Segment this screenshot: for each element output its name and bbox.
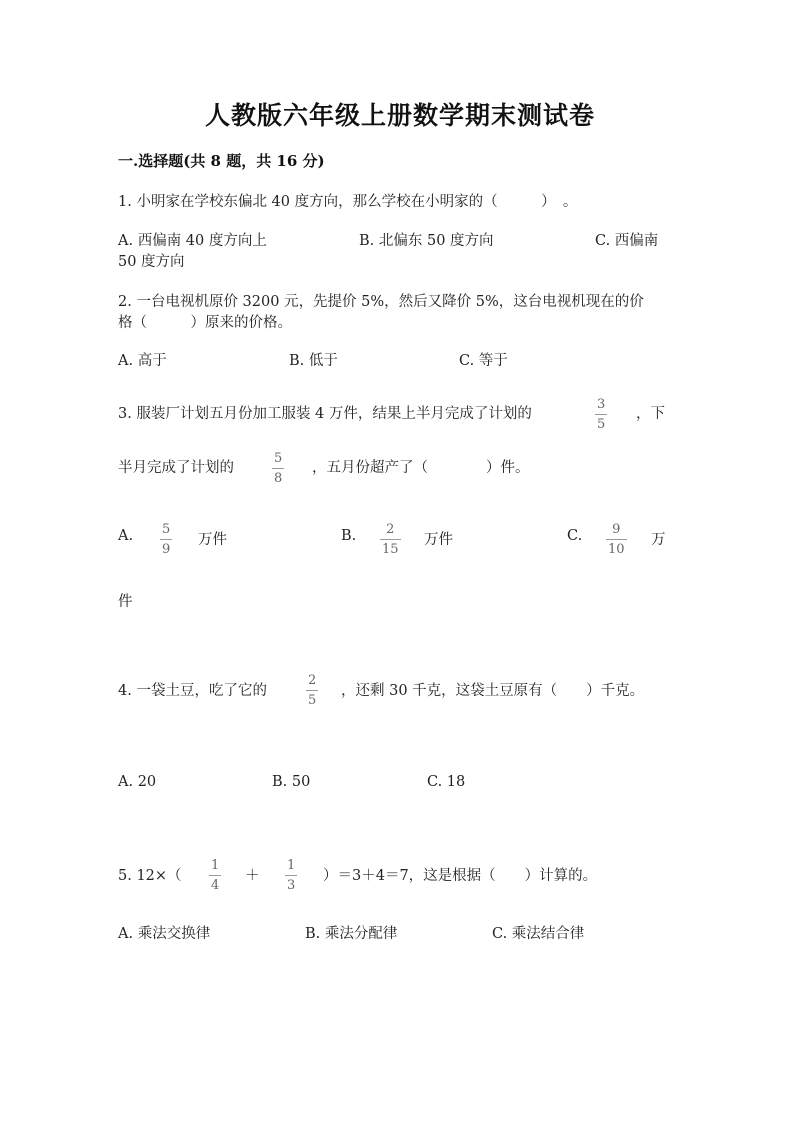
- fraction-denominator: 3: [287, 878, 296, 893]
- q3-stem-line2-end: ，五月份超产了（ ）件。: [312, 460, 530, 476]
- q5-stem-end: ）＝3＋4＝7，这是根据（ ）计算的。: [323, 868, 598, 884]
- fraction-numerator: 2: [386, 522, 395, 537]
- q3-stem-line1-end: ，下: [636, 406, 665, 422]
- q4-option-b: B. 50: [272, 774, 311, 790]
- fraction-numerator: 5: [274, 451, 283, 466]
- q3-option-c-label: C.: [567, 528, 583, 544]
- fraction-denominator: 15: [382, 542, 399, 557]
- q3-option-b-unit: 万件: [424, 532, 453, 548]
- fraction-numerator: 1: [287, 858, 296, 873]
- fraction-numerator: 2: [308, 673, 317, 688]
- page-title: 人教版六年级上册数学期末测试卷: [204, 101, 595, 130]
- q3-fraction-5-8: [272, 452, 284, 485]
- q3-stem-line1: 3. 服装厂计划五月份加工服装 4 万件，结果上半月完成了计划的: [118, 406, 532, 422]
- q1-stem: 1. 小明家在学校东偏北 40 度方向，那么学校在小明家的（ ） 。: [118, 194, 578, 210]
- q4-stem-end: ，还剩 30 千克，这袋土豆原有（ ）千克。: [341, 683, 645, 699]
- q3-option-a-label: A.: [118, 528, 134, 544]
- q2-option-c: C. 等于: [459, 353, 508, 369]
- fraction-numerator: 3: [597, 397, 606, 412]
- fraction-denominator: 9: [162, 542, 171, 557]
- q3-option-c-continued: 件: [118, 594, 133, 610]
- q1-option-c: C. 西偏南: [595, 233, 659, 249]
- q4-option-c: C. 18: [427, 774, 466, 790]
- q3-option-c-unit: 万: [651, 532, 666, 548]
- q3-option-b-label: B.: [341, 528, 357, 544]
- fraction-denominator: 5: [597, 417, 606, 432]
- q3-option-c-fraction: [606, 523, 627, 556]
- fraction-denominator: 5: [308, 693, 317, 708]
- fraction-numerator: 1: [211, 858, 220, 873]
- q4-fraction-2-5: [306, 674, 318, 707]
- q2-stem-line1: 2. 一台电视机原价 3200 元，先提价 5%，然后又降价 5%，这台电视机现在的价: [118, 294, 644, 310]
- fraction-denominator: 8: [274, 471, 283, 486]
- q3-option-b-fraction: [380, 523, 401, 556]
- q4-stem: 4. 一袋土豆，吃了它的: [118, 683, 267, 699]
- fraction-denominator: 4: [211, 878, 220, 893]
- q4-option-a: A. 20: [118, 774, 157, 790]
- q5-fraction-1-3: [285, 859, 297, 892]
- fraction-numerator: 9: [612, 522, 621, 537]
- section-heading: 一.选择题(共 8 题，共 16 分): [118, 152, 325, 170]
- q3-fraction-3-5: [595, 398, 607, 431]
- q5-option-a: A. 乘法交换律: [118, 926, 211, 942]
- q5-plus-sign: ＋: [245, 868, 260, 884]
- q1-option-a: A. 西偏南 40 度方向上: [118, 233, 267, 249]
- fraction-denominator: 10: [608, 542, 625, 557]
- q2-stem-line2: 格（ ）原来的价格。: [118, 315, 292, 331]
- q5-stem: 5. 12×（: [118, 868, 182, 884]
- q1-option-b: B. 北偏东 50 度方向: [359, 233, 494, 249]
- q5-option-c: C. 乘法结合律: [492, 926, 585, 942]
- q5-fraction-1-4: [209, 859, 221, 892]
- q3-option-a-unit: 万件: [198, 532, 227, 548]
- q3-option-a-fraction: [160, 523, 172, 556]
- q2-option-b: B. 低于: [289, 353, 338, 369]
- fraction-numerator: 5: [162, 522, 171, 537]
- q3-stem-line2: 半月完成了计划的: [118, 460, 234, 476]
- q2-option-a: A. 高于: [118, 353, 167, 369]
- q5-option-b: B. 乘法分配律: [305, 926, 398, 942]
- q1-option-c-continued: 50 度方向: [118, 254, 185, 270]
